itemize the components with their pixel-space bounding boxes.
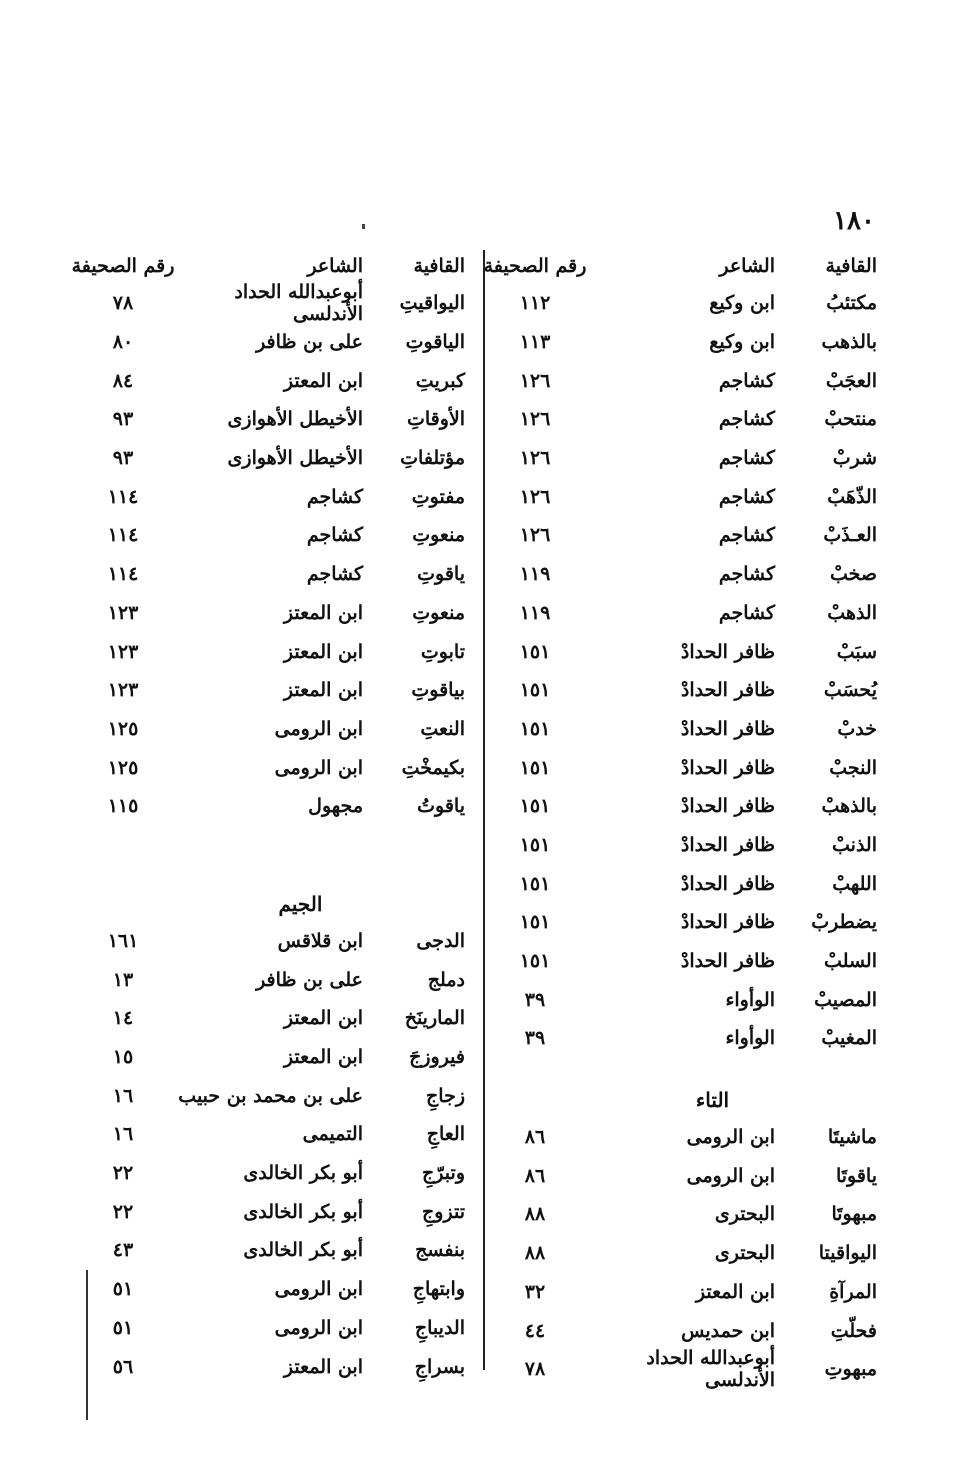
rhyme-cell: الديباجِ [414, 1316, 465, 1339]
poet-cell: التميمى [302, 1123, 363, 1146]
rhyme-cell: العـذَبْ [823, 524, 877, 547]
page-number-cell: ١٥١ [519, 756, 551, 779]
index-row [68, 748, 473, 787]
index-row [480, 826, 885, 865]
page-number-cell: ١٤ [112, 1007, 134, 1030]
rhyme-cell: فيروزجَ [409, 1046, 465, 1069]
page-number-cell: ١١٤ [107, 524, 139, 547]
section-title-text: الجيم [278, 891, 323, 916]
index-row [480, 555, 885, 594]
rhyme-cell: بالذهبْ [821, 795, 877, 818]
poet-cell: على بن ظافر [256, 968, 363, 991]
poet-cell: كشاجم [718, 524, 775, 547]
poet-cell: ابن حمديس [681, 1319, 775, 1342]
page-number-cell: ١٥ [112, 1046, 134, 1069]
page-number-cell: ١٢٦ [519, 369, 551, 392]
rhyme-cell: بنفسج [415, 1239, 465, 1262]
rhyme-cell: مفتوتِ [411, 485, 465, 508]
index-row [480, 361, 885, 400]
page-number-cell: ١٢٦ [519, 447, 551, 470]
rhyme-cell: دملج [427, 968, 465, 991]
poet-cell: مجهول [308, 795, 363, 818]
index-row [480, 632, 885, 671]
rhyme-cell: اليواقيتِ [399, 292, 465, 315]
index-row [480, 1156, 885, 1195]
poet-cell: أبو بكر الخالدى [243, 1200, 363, 1223]
page-number-cell: ٣٢ [524, 1280, 546, 1303]
page-number-cell: ٩٣ [112, 408, 134, 431]
poet-cell: ظافر الحدادْ [680, 717, 775, 740]
page-number-cell: ١٥١ [519, 679, 551, 702]
right-header-row [480, 248, 885, 284]
left-header-row [68, 248, 473, 284]
index-row [480, 1273, 885, 1312]
page-number-cell: ١٥١ [519, 717, 551, 740]
rhyme-cell: العاجِ [426, 1123, 465, 1146]
poet-cell: الأخيطل الأهوازى [227, 408, 363, 431]
rhyme-cell: مبهوتِ [824, 1358, 877, 1381]
right-section-rows [480, 1118, 885, 1392]
poet-cell: أبوعبدالله الحداد الأندلسى [646, 1347, 775, 1392]
page-number-cell: ٨٤ [112, 369, 134, 392]
rhyme-cell: فحلّتِ [830, 1319, 877, 1342]
page-number-cell: ١١٤ [107, 563, 139, 586]
page-number-cell: ١١٢ [519, 292, 551, 315]
index-row [480, 1311, 885, 1350]
page-number-cell: ٤٤ [524, 1319, 546, 1342]
page-number: ١٨٠ [833, 206, 875, 236]
poet-cell: ابن الرومى [686, 1164, 775, 1187]
rhyme-cell: بياقوتِ [411, 679, 465, 702]
poet-cell: ظافر الحدادْ [680, 911, 775, 934]
poet-cell: الوأواء [725, 1027, 775, 1050]
index-row [68, 1038, 473, 1077]
rhyme-cell: يضطربْ [811, 911, 877, 934]
rhyme-cell: المغيبْ [821, 1027, 877, 1050]
index-row [68, 594, 473, 633]
page-number-cell: ٨٦ [524, 1126, 546, 1149]
rhyme-cell: الذنبْ [832, 833, 877, 856]
poet-cell: كشاجم [306, 563, 363, 586]
rhyme-cell: تابوتِ [420, 640, 465, 663]
page-number-cell: ١٢٦ [519, 524, 551, 547]
rhyme-cell: الدجى [416, 929, 465, 952]
right-column [480, 248, 885, 1392]
index-row [480, 864, 885, 903]
rhyme-cell: الذّهَبْ [827, 485, 877, 508]
poet-cell: على بن ظافر [256, 331, 363, 354]
page-number-cell: ٣٩ [524, 1027, 546, 1050]
page-number-cell: ١٣ [112, 968, 134, 991]
page-number-cell: ١١٣ [519, 331, 551, 354]
poet-cell: ابن الرومى [274, 1278, 363, 1301]
poet-cell: البحترى [714, 1242, 775, 1265]
rhyme-cell: العجَبْ [825, 369, 877, 392]
rhyme-cell: اللهبْ [832, 872, 877, 895]
poet-cell: ظافر الحدادْ [680, 872, 775, 895]
poet-cell: ابن وكيع [709, 292, 775, 315]
left-rows [68, 281, 473, 826]
page-number-cell: ١٥١ [519, 950, 551, 973]
poet-cell: كشاجم [718, 563, 775, 586]
page-number-cell: ١٦ [112, 1123, 134, 1146]
page-number-cell: ٥١ [112, 1278, 134, 1301]
poet-cell: الأخيطل الأهوازى [227, 447, 363, 470]
rhyme-cell: مكتئبُ [826, 292, 877, 315]
poet-header: الشاعر [719, 255, 775, 277]
index-row [480, 323, 885, 362]
rhyme-cell: المارينَخ [404, 1007, 465, 1030]
poet-cell: ظافر الحدادْ [680, 833, 775, 856]
rhyme-cell: اليواقيتا [818, 1242, 877, 1265]
page-header: رقم الصحيفة [71, 255, 175, 277]
index-row [68, 361, 473, 400]
page-number-cell: ٩٣ [112, 447, 134, 470]
right-rows [480, 284, 885, 1058]
index-row [68, 787, 473, 826]
poet-cell: ظافر الحدادْ [680, 795, 775, 818]
poet-cell: ابن المعتز [695, 1280, 775, 1303]
index-row [68, 1270, 473, 1309]
page-number-cell: ٥١ [112, 1316, 134, 1339]
index-row [68, 1347, 473, 1386]
page-number-cell: ٢٢ [112, 1200, 134, 1223]
rhyme-cell: وابتهاجِ [412, 1278, 465, 1301]
rhyme-cell: ياقوتَا [835, 1164, 877, 1187]
rhyme-cell: ياقوتُ [417, 795, 465, 818]
index-row [480, 1234, 885, 1273]
index-row [480, 748, 885, 787]
rhyme-cell: الياقوتِ [405, 331, 465, 354]
rhyme-cell: الذهبْ [827, 601, 877, 624]
rhyme-cell: منتحبْ [824, 408, 877, 431]
index-row [480, 710, 885, 749]
index-row [480, 1195, 885, 1234]
page-number-cell: ٣٩ [524, 988, 546, 1011]
index-row [68, 671, 473, 710]
index-row [68, 516, 473, 555]
poet-cell: ظافر الحدادْ [680, 679, 775, 702]
page-number-cell: ١٢٥ [107, 717, 139, 740]
page-number-cell: ١٥١ [519, 795, 551, 818]
rhyme-cell: منعوتِ [412, 601, 465, 624]
poet-cell: أبو بكر الخالدى [243, 1162, 363, 1185]
page-number-cell: ١٢٦ [519, 408, 551, 431]
poet-cell: ظافر الحدادْ [680, 756, 775, 779]
index-row [68, 400, 473, 439]
page-number-cell: ٥٦ [112, 1355, 134, 1378]
index-row [480, 284, 885, 323]
poet-cell: ابن المعتز [283, 1355, 363, 1378]
page-number-cell: ٨٨ [524, 1203, 546, 1226]
poet-cell: أبو بكر الخالدى [243, 1239, 363, 1262]
index-row [68, 999, 473, 1038]
rhyme-cell: يُحسَبْ [823, 679, 877, 702]
poet-cell: ابن المعتز [283, 1007, 363, 1030]
index-row [68, 1231, 473, 1270]
poet-cell: ابن الرومى [686, 1126, 775, 1149]
poet-cell: أبوعبدالله الحداد الأندلسى [234, 281, 363, 326]
poet-cell: ابن المعتز [283, 369, 363, 392]
rhyme-cell: المرآةِ [829, 1280, 877, 1303]
page-number-cell: ٨٦ [524, 1164, 546, 1187]
rhyme-cell: الأوقاتِ [406, 408, 465, 431]
rhyme-cell: ياقوتِ [417, 563, 465, 586]
poet-cell: على بن محمد بن حبيب [178, 1084, 363, 1107]
index-row [68, 922, 473, 961]
rhyme-cell: السلبْ [824, 950, 877, 973]
section-title-jeem [68, 826, 473, 922]
page-number-cell: ١٥١ [519, 872, 551, 895]
rhyme-cell: بسراجِ [414, 1355, 465, 1378]
index-row [68, 281, 473, 326]
left-column [68, 248, 473, 1386]
index-row [480, 400, 885, 439]
poet-cell: ابن الرومى [274, 1316, 363, 1339]
section-title-text: التاء [695, 1087, 730, 1112]
index-row [68, 1076, 473, 1115]
index-row [480, 477, 885, 516]
index-row [480, 1347, 885, 1392]
index-row [68, 960, 473, 999]
index-row [68, 1115, 473, 1154]
poet-cell: ابن وكيع [709, 331, 775, 354]
poet-cell: الوأواء [725, 988, 775, 1011]
rhyme-cell: بكيمخْتِ [401, 756, 465, 779]
index-row [68, 1154, 473, 1193]
left-section-rows [68, 922, 473, 1386]
index-row [68, 477, 473, 516]
page-number-cell: ١٥١ [519, 640, 551, 663]
index-row [480, 671, 885, 710]
page-number-cell: ١٦١ [107, 929, 139, 952]
poet-cell: كشاجم [718, 447, 775, 470]
poet-cell: ابن قلاقس [277, 929, 363, 952]
index-row [68, 439, 473, 478]
page-number-cell: ٤٣ [112, 1239, 134, 1262]
page-number-cell: ١٢٣ [107, 640, 139, 663]
rhyme-header: القافية [413, 255, 465, 277]
page-header: رقم الصحيفة [483, 255, 587, 277]
rhyme-cell: سبَبْ [836, 640, 877, 663]
index-row [68, 710, 473, 749]
index-row [68, 632, 473, 671]
poet-cell: ابن المعتز [283, 679, 363, 702]
section-title-taa [480, 1058, 885, 1118]
page-number-cell: ١١٩ [519, 563, 551, 586]
page-number-cell: ١٥١ [519, 911, 551, 934]
rhyme-cell: خدبْ [837, 717, 877, 740]
page-number-cell: ٧٨ [524, 1358, 546, 1381]
index-row [68, 323, 473, 362]
rhyme-cell: ماشيتَا [827, 1126, 877, 1149]
rhyme-cell: زجاجِ [426, 1084, 465, 1107]
poet-cell: ظافر الحدادْ [680, 640, 775, 663]
page-number-cell: ١٥١ [519, 833, 551, 856]
index-row [480, 903, 885, 942]
page-number-cell: ١٢٣ [107, 679, 139, 702]
poet-cell: كشاجم [718, 485, 775, 508]
poet-cell: كشاجم [718, 408, 775, 431]
rhyme-cell: تتزوجِ [422, 1200, 465, 1223]
page-number-cell: ١٢٥ [107, 756, 139, 779]
rhyme-cell: وتبرّجِ [422, 1162, 465, 1185]
index-row [480, 439, 885, 478]
index-row [68, 1309, 473, 1348]
poet-cell: ابن المعتز [283, 601, 363, 624]
poet-header: الشاعر [307, 255, 363, 277]
rhyme-cell: مؤتلفاتِ [400, 447, 465, 470]
poet-cell: كشاجم [306, 524, 363, 547]
page-number-cell: ٧٨ [112, 292, 134, 315]
page-number-cell: ١٢٦ [519, 485, 551, 508]
rhyme-cell: كبريتِ [415, 369, 465, 392]
index-row [480, 1019, 885, 1058]
rhyme-cell: مبهوتَا [831, 1203, 877, 1226]
rhyme-cell: صخبْ [829, 563, 877, 586]
rhyme-cell: المصيبْ [814, 988, 877, 1011]
page-number-cell: ٨٨ [524, 1242, 546, 1265]
page-number-cell: ٨٠ [112, 331, 134, 354]
poet-cell: كشاجم [718, 601, 775, 624]
index-row [480, 1118, 885, 1157]
rhyme-cell: منعوتِ [412, 524, 465, 547]
rhyme-cell: النجبْ [829, 756, 877, 779]
page-number-cell: ١١٩ [519, 601, 551, 624]
poet-cell: ابن المعتز [283, 640, 363, 663]
index-row [480, 516, 885, 555]
page-number-cell: ١٦ [112, 1084, 134, 1107]
poet-cell: البحترى [714, 1203, 775, 1226]
page-number-cell: ١٢٣ [107, 601, 139, 624]
poet-cell: ابن المعتز [283, 1046, 363, 1069]
index-row [480, 980, 885, 1019]
index-row [480, 942, 885, 981]
poet-cell: كشاجم [718, 369, 775, 392]
page-number-cell: ١١٤ [107, 485, 139, 508]
poet-cell: كشاجم [306, 485, 363, 508]
poet-cell: ابن الرومى [274, 756, 363, 779]
rhyme-header: القافية [825, 255, 877, 277]
page-number-cell: ٢٢ [112, 1162, 134, 1185]
print-mark [362, 224, 365, 229]
poet-cell: ابن الرومى [274, 717, 363, 740]
index-row [480, 594, 885, 633]
rhyme-cell: شربْ [832, 447, 877, 470]
page-number-cell: ١١٥ [107, 795, 139, 818]
rhyme-cell: النعتِ [420, 717, 465, 740]
index-row [68, 555, 473, 594]
poet-cell: ظافر الحدادْ [680, 950, 775, 973]
index-row [480, 787, 885, 826]
index-row [68, 1192, 473, 1231]
rhyme-cell: بالذهب [821, 331, 877, 354]
